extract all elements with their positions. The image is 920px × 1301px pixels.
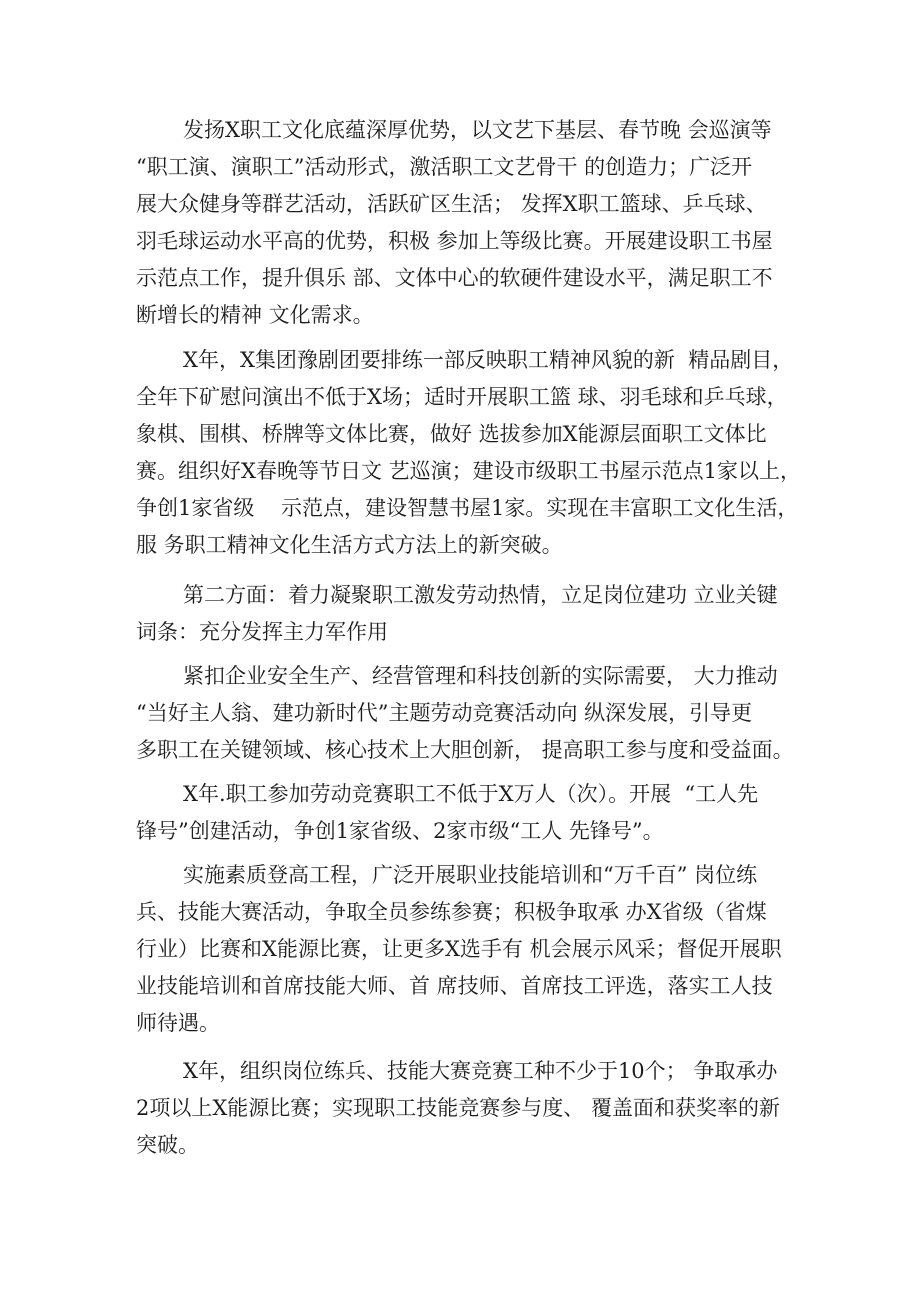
paragraph-1-line-3: 展大众健身等群艺活动，活跃矿区生活； 发挥X职工篮球、乒乓球、 (136, 192, 767, 216)
section-heading-line-2: 词条：充分发挥主力军作用 (136, 620, 388, 644)
paragraph-6-line-3: 行业）比赛和X能源比赛，让更多X选手有 机会展示风采；督促开展职 (136, 937, 782, 961)
section-heading-line-1: 第二方面：着力凝聚职工激发劳动热情，立足岗位建功 立业关键 (183, 583, 778, 607)
paragraph-5-line-2: 锋号”创建活动，争创1家省级、2家市级“工人 先锋号”。 (136, 819, 664, 843)
paragraph-2-line-1: X年，X集团豫剧团要排练一部反映职工精神风貌的新 精品剧目， (183, 348, 794, 372)
paragraph-4-line-3: 多职工在关键领域、核心技术上大胆创新， 提高职工参与度和受益面。 (136, 738, 794, 762)
paragraph-1-line-2: “职工演、演职工”活动形式，激活职工文艺骨干 的创造力；广泛开 (136, 155, 753, 179)
paragraph-2-line-2: 全年下矿慰问演出不低于X场；适时开展职工篮 球、羽毛球和乒乓球， (136, 385, 788, 409)
paragraph-4-line-1: 紧扣企业安全生产、经营管理和科技创新的实际需要， 大力推动 (183, 664, 778, 688)
paragraph-6-line-1: 实施素质登高工程，广泛开展职业技能培训和“万千百” 岗位练 (183, 863, 758, 887)
paragraph-1-line-6: 断增长的精神 文化需求。 (136, 303, 374, 327)
paragraph-1-line-1: 发扬X职工文化底蕴深厚优势，以文艺下基层、春节晚 会巡演等 (183, 118, 772, 142)
paragraph-6-line-4: 业技能培训和首席技能大师、首 席技师、首席技工评选，落实工人技 (136, 974, 773, 998)
paragraph-7-line-3: 突破。 (136, 1133, 199, 1157)
paragraph-6-line-2: 兵、技能大赛活动，争取全员参练参赛；积极争取承 办X省级（省煤 (136, 900, 767, 924)
paragraph-2-line-5: 争创1家省级 示范点，建设智慧书屋1家。实现在丰富职工文化生活， (136, 496, 799, 520)
paragraph-7-line-1: X年，组织岗位练兵、技能大赛竞赛工种不少于10个； 争取承办 (183, 1059, 778, 1083)
paragraph-2-line-6: 服 务职工精神文化生活方式方法上的新突破。 (136, 533, 563, 557)
paragraph-5-line-1: X年.职工参加劳动竞赛职工不低于X万人（次）。开展 “工人先 (183, 782, 759, 806)
paragraph-6-line-5: 师待遇。 (136, 1011, 220, 1035)
paragraph-2-line-3: 象棋、围棋、桥牌等文体比赛，做好 选拔参加X能源层面职工文体比 (136, 422, 767, 446)
paragraph-7-line-2: 2项以上X能源比赛；实现职工技能竞赛参与度、 覆盖面和获奖率的新 (136, 1096, 780, 1120)
paragraph-4-line-2: “当好主人翁、建功新时代”主题劳动竞赛活动向 纵深发展，引导更 (136, 701, 753, 725)
paragraph-1-line-5: 示范点工作，提升俱乐 部、文体中心的软硬件建设水平，满足职工不 (136, 266, 773, 290)
paragraph-1-line-4: 羽毛球运动水平高的优势，积极 参加上等级比赛。开展建设职工书屋 (136, 229, 773, 253)
paragraph-2-line-4: 赛。组织好X春晚等节日文 艺巡演；建设市级职工书屋示范点1家以上， (136, 459, 801, 483)
